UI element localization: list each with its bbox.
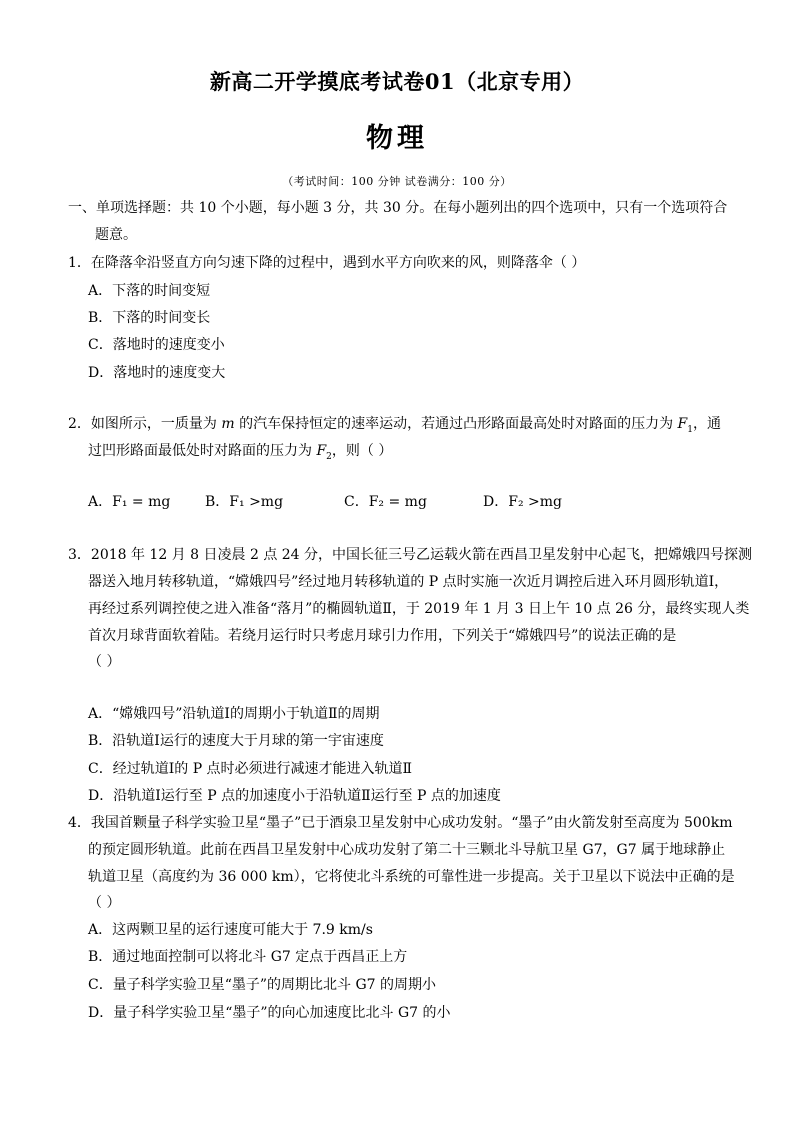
question-3-stem-line-3: 再经过系列调控使之进入准备“落月”的椭圆轨道Ⅱ，于 2019 年 1 月 3 日上午 10 点 26 分，最终实现人类 bbox=[88, 601, 750, 617]
question-3-option-c: C．经过轨道Ⅰ的 P 点时必须进行减速才能进入轨道Ⅱ bbox=[88, 761, 413, 777]
question-3-stem-line-2: 器送入地月转移轨道，“嫦娥四号”经过地月转移轨道的 P 点时实施一次近月调控后进入环月圆形轨道Ⅰ， bbox=[88, 574, 729, 590]
page-title: 新高二开学摸底考试卷01（北京专用） bbox=[209, 69, 585, 94]
question-4-stem-line-1: 4．我国首颗量子科学实验卫星“墨子”已于酒泉卫星发射中心成功发射。“墨子”由火箭发射至高度为 500km bbox=[68, 815, 733, 831]
question-2-option-b: B．F₁ >mg bbox=[205, 494, 284, 510]
question-1-option-d: D．落地时的速度变大 bbox=[88, 365, 226, 381]
question-3-stem-line-1: 3．2018 年 12 月 8 日凌晨 2 点 24 分，中国长征三号乙运载火箭在西昌卫星发射中心起飞，把嫦娥四号探测 bbox=[68, 547, 753, 563]
question-1-option-b: B．下落的时间变长 bbox=[88, 310, 211, 326]
question-2-stem-line-2: 过凹形路面最低处时对路面的压力为 $F_2$，则（ ） bbox=[88, 443, 393, 462]
force-2-symbol: F bbox=[316, 443, 327, 459]
question-4-option-b: B．通过地面控制可以将北斗 G7 定点于西昌正上方 bbox=[88, 949, 408, 965]
question-3-stem-line-5: （ ） bbox=[88, 654, 121, 670]
question-4-stem-line-2: 的预定圆形轨道。此前在西昌卫星发射中心成功发射了第二十三颗北斗导航卫星 G7，G7 属于地球静止 bbox=[88, 842, 726, 858]
question-2-stem-line-1: 2．如图所示，一质量为 m 的汽车保持恒定的速率运动，若通过凸形路面最高处时对路面的压力为 $F_1$，通 bbox=[68, 416, 721, 435]
question-1-option-a: A．下落的时间变短 bbox=[88, 283, 211, 299]
question-3-stem-line-4: 首次月球背面软着陆。若绕月运行时只考虑月球引力作用，下列关于“嫦娥四号”的说法正确的是 bbox=[88, 628, 677, 644]
exam-info: （考试时间：100 分钟 试卷满分：100 分） bbox=[282, 175, 512, 188]
section-heading-cont: 题意。 bbox=[95, 227, 137, 243]
question-2-option-c: C．F₂ = mg bbox=[344, 494, 427, 510]
question-4-stem-line-4: （ ） bbox=[88, 895, 121, 911]
question-4-stem-line-3: 轨道卫星（高度约为 36 000 km），它将使北斗系统的可靠性进一步提高。关于卫星以下说法中正确的是 bbox=[88, 869, 735, 885]
question-2-option-a: A．F₁ = mg bbox=[88, 494, 171, 510]
question-4-option-c: C．量子科学实验卫星“墨子”的周期比北斗 G7 的周期小 bbox=[88, 977, 437, 993]
question-3-option-b: B．沿轨道Ⅰ运行的速度大于月球的第一宇宙速度 bbox=[88, 733, 384, 749]
mass-symbol: m bbox=[221, 416, 235, 432]
force-1-symbol: F bbox=[677, 416, 688, 432]
question-3-option-a: A．“嫦娥四号”沿轨道Ⅰ的周期小于轨道Ⅱ的周期 bbox=[88, 706, 380, 722]
subject-heading: 物理 bbox=[366, 123, 428, 154]
question-1-option-c: C．落地时的速度变小 bbox=[88, 337, 225, 353]
question-3-option-d: D．沿轨道Ⅰ运行至 P 点的加速度小于沿轨道Ⅱ运行至 P 点的加速度 bbox=[88, 788, 501, 804]
question-4-option-d: D．量子科学实验卫星“墨子”的向心加速度比北斗 G7 的小 bbox=[88, 1005, 451, 1021]
section-heading: 一、单项选择题：共 10 个小题，每小题 3 分，共 30 分。在每小题列出的四个选项中，只有一个选项符合 bbox=[68, 200, 728, 216]
question-4-option-a: A．这两颗卫星的运行速度可能大于 7.9 km/s bbox=[88, 922, 373, 938]
question-2-option-d: D．F₂ >mg bbox=[483, 494, 562, 510]
question-1-stem: 1．在降落伞沿竖直方向匀速下降的过程中，遇到水平方向吹来的风，则降落伞（ ） bbox=[68, 255, 586, 271]
